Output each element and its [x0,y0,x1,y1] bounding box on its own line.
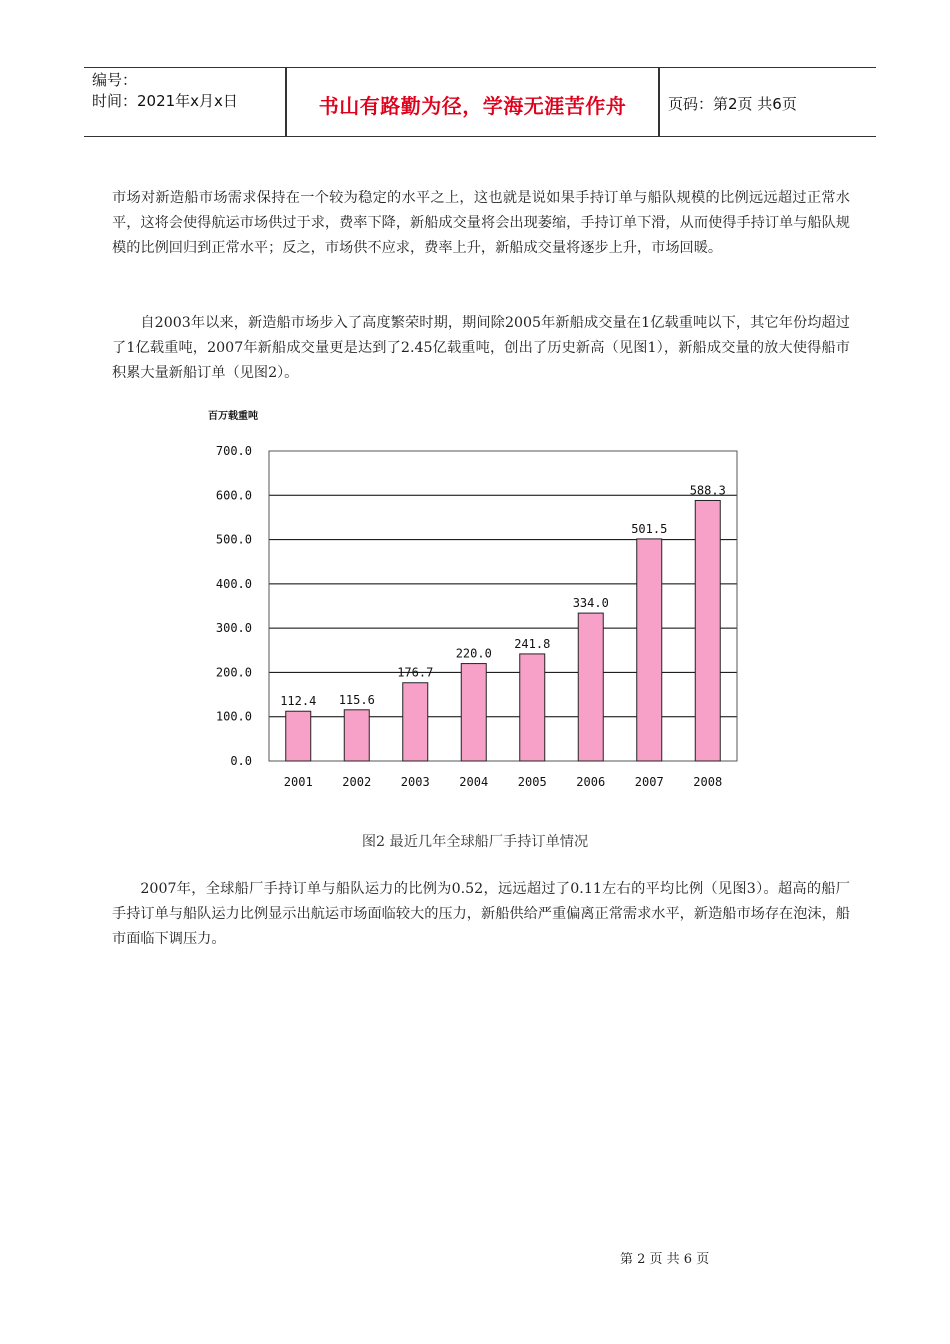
chart-y-tick-label: 700.0 [215,444,252,458]
body-paragraph: 自2003年以来，新造船市场步入了高度繁荣时期，期间除2005年新船成交量在1亿载重吨以下，其它年份均超过了1亿载重吨，2007年新船成交量更是达到了2.45亿载重吨，创出了历史新高（见图1），新船成交量的放大使得船市积累大量新船订单（见图2）。 [112,315,850,381]
chart-bar [344,710,369,761]
chart-data-label: 334.0 [572,596,609,611]
page-header [84,67,876,137]
chart-bar [286,711,311,761]
chart-y-tick-label: 100.0 [215,709,252,724]
chart-x-tick-label: 2008 [693,775,723,789]
header-number-label: 编号： [92,71,138,89]
figure-caption: 图2 最近几年全球船厂手持订单情况 [361,834,589,850]
chart-bar [403,683,428,761]
chart-y-tick-label: 0.0 [230,754,252,768]
chart-x-tick-label: 2002 [342,775,372,789]
chart-data-label: 115.6 [338,692,375,707]
chart-data-label: 112.4 [280,694,317,709]
header-time-label: 时间：2021年x月x日 [92,92,238,110]
chart-y-tick-label: 400.0 [215,576,252,591]
chart-data-label: 588.3 [689,483,726,498]
chart-bar [637,539,662,761]
chart-y-tick-label: 300.0 [215,621,252,636]
chart-x-tick-label: 2004 [459,775,489,789]
chart-x-tick-label: 2006 [576,775,606,789]
chart-bar [578,613,603,761]
chart-x-tick-label: 2005 [517,775,547,789]
chart-x-tick-label: 2003 [400,775,430,789]
chart-y-tick-label: 500.0 [215,532,252,547]
page-footer: 第 2 页 共 6 页 [620,1252,710,1267]
chart-plot-frame [269,451,737,761]
body-paragraph: 2007年，全球船厂手持订单与船队运力的比例为0.52，远远超过了0.11左右的平均比例（见图3）。超高的船厂手持订单与船队运力比例显示出航运市场面临较大的压力，新船供给严重偏离正常需求水平，新造船市场存在泡沫，船市面临下调压力。 [112,881,850,947]
header-divider [658,68,660,136]
chart-y-tick-label: 600.0 [215,488,252,503]
chart-x-tick-label: 2001 [283,775,313,789]
chart-data-label: 220.0 [455,646,492,661]
body-paragraph: 市场对新造船市场需求保持在一个较为稳定的水平之上，这也就是说如果手持订单与船队规模的比例远远超过正常水平，这将会使得航运市场供过于求，费率下降，新船成交量将会出现萎缩，手持订单下滑，从而使得手持订单与船队规模的比例回归到正常水平；反之，市场供不应求，费率上升，新船成交量将逐步上升，市场回暖。 [112,190,850,256]
chart-unit-label: 百万载重吨 [208,411,258,422]
chart-svg [200,400,760,800]
chart-bar [461,664,486,761]
header-page-label: 页码：第2页 共6页 [668,95,797,113]
header-meta [92,70,282,112]
chart-y-tick-label: 200.0 [215,665,252,680]
orderbook-bar-chart [200,400,760,800]
chart-data-label: 176.7 [397,665,434,680]
chart-data-label: 501.5 [631,521,668,536]
chart-bar [695,500,720,761]
chart-data-label: 241.8 [514,636,551,651]
chart-bar [520,654,545,761]
chart-x-tick-label: 2007 [634,775,664,789]
header-motto: 书山有路勤为径，学海无涯苦作舟 [318,94,627,118]
